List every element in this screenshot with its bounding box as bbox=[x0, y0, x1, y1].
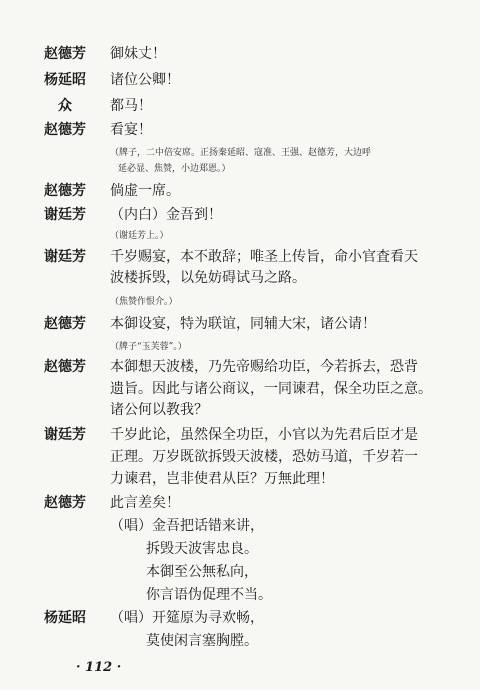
dialogue-line: 遗旨。因此与诸公商议，一同谏君，保全功臣之意。 bbox=[110, 381, 432, 397]
stage-direction: 延必显、焦赞，小边郑恩。） bbox=[118, 164, 231, 174]
speaker-label: 杨延昭 bbox=[44, 72, 86, 88]
speaker-label: 赵德芳 bbox=[44, 122, 86, 138]
page-number: · 112 · bbox=[76, 660, 122, 675]
speaker-label: 杨延昭 bbox=[44, 610, 86, 626]
dialogue-line: 波楼拆毁，以免妨碍试马之路。 bbox=[110, 270, 306, 286]
sung-line: 本御至公無私向， bbox=[146, 564, 258, 580]
dialogue-line: 本御设宴，特为联谊，同辅大宋，诸公请！ bbox=[110, 316, 376, 332]
speaker-label: 谢廷芳 bbox=[44, 207, 86, 223]
speaker-label: 谢廷芳 bbox=[44, 249, 86, 265]
dialogue-line: 正理。万岁既欲拆毁天波楼，恐妨马道，千岁若一 bbox=[110, 449, 418, 465]
dialogue-line: （内白）金吾到！ bbox=[110, 207, 222, 223]
dialogue-line: 此言差矣！ bbox=[110, 495, 180, 511]
stage-direction: （焦赞作恨介。） bbox=[110, 297, 178, 307]
stage-direction: （牌子，二中倍安席。正扬秦延昭、寇准、王强、赵德芳，大边呼 bbox=[110, 148, 372, 158]
dialogue-line: 本御想天波楼，乃先帝赐给功臣，今若拆去，恐背 bbox=[110, 359, 418, 375]
sung-line: （唱）金吾把话错来讲， bbox=[110, 518, 264, 534]
speaker-label: 赵德芳 bbox=[44, 359, 86, 375]
speaker-label: 赵德芳 bbox=[44, 183, 86, 199]
speaker-label: 众 bbox=[58, 98, 72, 114]
speaker-label: 赵德芳 bbox=[44, 316, 86, 332]
sung-line: 拆毁天波害忠良。 bbox=[146, 541, 258, 557]
dialogue-line: 千岁赐宴，本不敢辞；唯圣上传旨，命小官査看天 bbox=[110, 249, 418, 265]
stage-direction: （牌子“玉芙蓉”。） bbox=[110, 342, 187, 352]
dialogue-line: 诸位公卿！ bbox=[110, 72, 180, 88]
speaker-label: 谢廷芳 bbox=[44, 427, 86, 443]
dialogue-line: 倘虚一席。 bbox=[110, 183, 180, 199]
speaker-label: 赵德芳 bbox=[44, 495, 86, 511]
dialogue-line: 诸公何以教我？ bbox=[110, 402, 208, 418]
dialogue-line: 看宴！ bbox=[110, 122, 152, 138]
dialogue-line: 御妹丈！ bbox=[110, 46, 166, 62]
dialogue-line: 千岁此论，虽然保全功臣，小官以为先君后臣才是 bbox=[110, 427, 418, 443]
sung-line: （唱）开筵原为寻欢畅， bbox=[110, 610, 264, 626]
dialogue-line: 力谏君，岂非使君从臣？万無此理！ bbox=[110, 471, 334, 487]
speaker-label: 赵德芳 bbox=[44, 46, 86, 62]
dialogue-line: 都马！ bbox=[110, 98, 152, 114]
stage-direction: （谢廷芳上。） bbox=[110, 231, 169, 241]
sung-line: 莫使闲言塞胸膛。 bbox=[146, 633, 258, 649]
sung-line: 你言语伪促理不当。 bbox=[146, 587, 272, 603]
